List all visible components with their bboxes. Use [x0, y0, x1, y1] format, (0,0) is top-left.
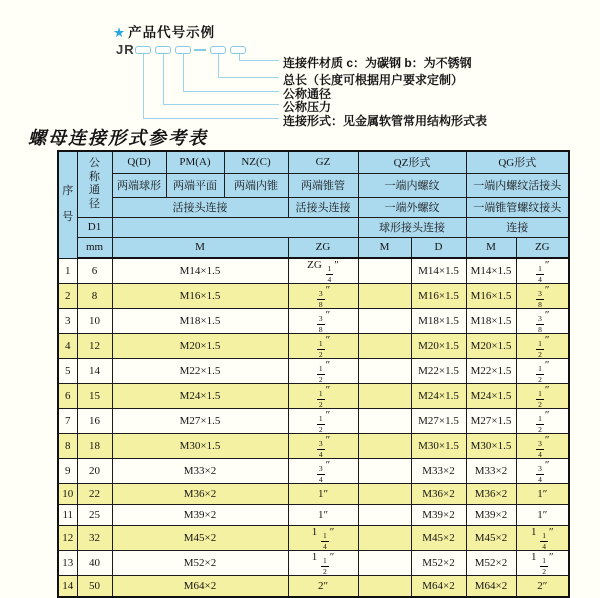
- cell-m: M45×2: [112, 526, 288, 551]
- cell-qg_m: M27×1.5: [466, 409, 516, 434]
- cell-qg_m: M36×2: [466, 484, 516, 505]
- fraction: $\frac{3}{8}$: [318, 289, 323, 309]
- table-row: [58, 484, 569, 505]
- fraction: $\frac{3}{8}$: [318, 314, 323, 334]
- cell-dn: 6: [77, 258, 112, 284]
- cell-dn: 8: [77, 284, 112, 309]
- cell-qz_m: [358, 284, 411, 309]
- header-qg-connection: 连接: [466, 217, 569, 237]
- cell-dn: 22: [77, 484, 112, 505]
- cell-qz_m: [358, 409, 411, 434]
- cell-qz_d: M24×1.5: [411, 384, 466, 409]
- fraction: $\frac{3}{4}$: [318, 439, 323, 459]
- cell-qz_m: [358, 505, 411, 526]
- fraction: $\frac{1}{2}$: [538, 389, 542, 409]
- label-length: 总长（长度可根据用户要求定制）: [283, 73, 464, 87]
- product-code-heading-text: 产品代号示例: [128, 25, 216, 40]
- cell-gz: $\frac{1}{2}$ ″: [288, 384, 358, 409]
- cell-m: M33×2: [112, 459, 288, 484]
- cell-m: M52×2: [112, 551, 288, 576]
- header-nz-desc: 两端内锥: [224, 173, 288, 197]
- cell-m: M30×1.5: [112, 434, 288, 459]
- table-row: [58, 258, 569, 284]
- cell-qg_zg: $\frac{1}{2}$ ″: [516, 409, 569, 434]
- cell-gz: 1 $\frac{1}{2}$ ″: [288, 551, 358, 576]
- header-qg-desc2: 一端锥管螺纹接头: [466, 197, 569, 217]
- cell-gz: $\frac{1}{2}$ ″: [288, 409, 358, 434]
- cell-qg_zg: $\frac{3}{4}$ ″: [516, 434, 569, 459]
- table-row: [58, 359, 569, 384]
- table-header: [58, 151, 569, 258]
- cell-no: 10: [58, 484, 77, 505]
- table-row: [58, 309, 569, 334]
- code-dash: [194, 49, 206, 51]
- cell-qz_d: M45×2: [411, 526, 466, 551]
- cell-qg_m: M45×2: [466, 526, 516, 551]
- cell-qg_zg: 1 $\frac{1}{2}$ ″: [516, 551, 569, 576]
- table-body: [58, 258, 569, 597]
- cell-m: M36×2: [112, 484, 288, 505]
- label-diameter: 公称通径: [283, 87, 332, 101]
- cell-dn: 40: [77, 551, 112, 576]
- cell-dn: 12: [77, 334, 112, 359]
- star-icon: ★: [113, 25, 127, 40]
- cell-qz_m: [358, 384, 411, 409]
- cell-no: 14: [58, 576, 77, 597]
- label-connection-form: 连接形式：见金属软管常用结构形式表: [283, 114, 488, 128]
- cell-dn: 18: [77, 434, 112, 459]
- cell-qg_m: M24×1.5: [466, 384, 516, 409]
- cell-gz: 1″: [288, 484, 358, 505]
- cell-m: M64×2: [112, 576, 288, 597]
- cell-gz: 2″: [288, 576, 358, 597]
- cell-qz_m: [358, 576, 411, 597]
- cell-qg_zg: $\frac{3}{4}$ ″: [516, 459, 569, 484]
- cell-dn: 50: [77, 576, 112, 597]
- header-pm: PM(A): [166, 151, 224, 173]
- cell-qz_d: M64×2: [411, 576, 466, 597]
- cell-qz_m: [358, 526, 411, 551]
- cell-qg_zg: $\frac{1}{4}$ ″: [516, 258, 569, 284]
- cell-qg_m: M64×2: [466, 576, 516, 597]
- cell-qz_d: M36×2: [411, 484, 466, 505]
- fraction: $\frac{1}{4}$: [327, 264, 332, 284]
- fraction: $\frac{1}{2}$: [538, 339, 542, 359]
- cell-qg_m: M14×1.5: [466, 258, 516, 284]
- cell-qz_d: M30×1.5: [411, 434, 466, 459]
- label-material: 连接件材质 c：为碳钢 b：为不锈钢: [283, 56, 472, 70]
- fraction: $\frac{1}{2}$: [318, 364, 323, 384]
- cell-gz: $\frac{1}{2}$ ″: [288, 334, 358, 359]
- cell-m: M39×2: [112, 505, 288, 526]
- header-zg-qg: ZG: [516, 237, 569, 258]
- table-row: [58, 576, 569, 597]
- code-box-1: [135, 46, 151, 54]
- cell-qz_d: M14×1.5: [411, 258, 466, 284]
- cell-qz_d: M18×1.5: [411, 309, 466, 334]
- cell-dn: 32: [77, 526, 112, 551]
- cell-m: M24×1.5: [112, 384, 288, 409]
- code-box-2: [155, 46, 171, 54]
- cell-dn: 20: [77, 459, 112, 484]
- fraction: $\frac{3}{4}$: [538, 439, 542, 459]
- table-row: [58, 526, 569, 551]
- cell-gz: $\frac{3}{4}$ ″: [288, 434, 358, 459]
- cell-no: 2: [58, 284, 77, 309]
- fraction: $\frac{3}{4}$: [318, 464, 323, 484]
- cell-gz: $\frac{3}{8}$ ″: [288, 284, 358, 309]
- table-title: 螺母连接形式参考表: [28, 128, 208, 148]
- cell-qg_m: M33×2: [466, 459, 516, 484]
- header-qg: QG形式: [466, 151, 569, 173]
- cell-qg_zg: 1 $\frac{1}{4}$ ″: [516, 526, 569, 551]
- cell-qg_zg: 1″: [516, 484, 569, 505]
- header-m-qz: M: [358, 237, 411, 258]
- cell-qz_m: [358, 434, 411, 459]
- header-q-desc: 两端球形: [112, 173, 166, 197]
- header-d-qz: D: [411, 237, 466, 258]
- fraction: $\frac{3}{8}$: [538, 289, 542, 309]
- cell-no: 12: [58, 526, 77, 551]
- table-row: [58, 434, 569, 459]
- cell-qg_m: M16×1.5: [466, 284, 516, 309]
- code-box-5: [230, 46, 246, 54]
- header-d1: D1: [77, 217, 112, 237]
- cell-m: M27×1.5: [112, 409, 288, 434]
- cell-dn: 14: [77, 359, 112, 384]
- fraction: $\frac{1}{2}$: [538, 414, 542, 434]
- table-row: [58, 459, 569, 484]
- header-qz-desc2: 一端外螺纹: [358, 197, 466, 217]
- header-m-union: M: [112, 237, 288, 258]
- cell-qz_d: M52×2: [411, 551, 466, 576]
- header-qz-connection: 球形接头连接: [358, 217, 466, 237]
- cell-m: M18×1.5: [112, 309, 288, 334]
- cell-qz_d: M16×1.5: [411, 284, 466, 309]
- cell-no: 9: [58, 459, 77, 484]
- cell-qg_zg: $\frac{3}{8}$ ″: [516, 309, 569, 334]
- cell-qz_m: [358, 551, 411, 576]
- header-gz: GZ: [288, 151, 358, 173]
- cell-qz_d: M22×1.5: [411, 359, 466, 384]
- cell-no: 8: [58, 434, 77, 459]
- cell-m: M20×1.5: [112, 334, 288, 359]
- fraction: $\frac{1}{2}$: [538, 364, 542, 384]
- header-qz: QZ形式: [358, 151, 466, 173]
- cell-no: 13: [58, 551, 77, 576]
- cell-gz: $\frac{3}{4}$ ″: [288, 459, 358, 484]
- cell-qz_d: M33×2: [411, 459, 466, 484]
- fraction: $\frac{1}{2}$: [318, 339, 323, 359]
- cell-no: 1: [58, 258, 77, 284]
- cell-qg_m: M18×1.5: [466, 309, 516, 334]
- code-box-3: [175, 46, 191, 54]
- cell-dn: 10: [77, 309, 112, 334]
- cell-gz: 1″: [288, 505, 358, 526]
- header-qz-desc1: 一端内螺纹: [358, 173, 466, 197]
- header-gz-connection: 活接头连接: [288, 197, 358, 217]
- cell-qg_zg: 1″: [516, 505, 569, 526]
- cell-qg_zg: $\frac{3}{8}$ ″: [516, 284, 569, 309]
- header-qg-desc1: 一端内螺纹活接头: [466, 173, 569, 197]
- header-m-qg: M: [466, 237, 516, 258]
- code-prefix: JR: [116, 42, 135, 57]
- cell-qz_d: M39×2: [411, 505, 466, 526]
- cell-m: M16×1.5: [112, 284, 288, 309]
- code-box-4: [210, 46, 226, 54]
- cell-qz_m: [358, 484, 411, 505]
- cell-m: M14×1.5: [112, 258, 288, 284]
- fraction: $\frac{1}{4}$: [538, 264, 542, 284]
- header-serial: 序号: [58, 151, 77, 258]
- fraction: $\frac{1}{2}$: [322, 556, 327, 576]
- cell-no: 4: [58, 334, 77, 359]
- cell-qg_m: M22×1.5: [466, 359, 516, 384]
- fraction: $\frac{1}{4}$: [542, 531, 546, 551]
- cell-qg_m: M52×2: [466, 551, 516, 576]
- cell-no: 5: [58, 359, 77, 384]
- table-row: [58, 284, 569, 309]
- cell-qz_m: [358, 334, 411, 359]
- cell-qg_m: M39×2: [466, 505, 516, 526]
- connector-line-form: [143, 54, 279, 119]
- table-row: [58, 551, 569, 576]
- fraction: $\frac{1}{2}$: [542, 556, 546, 576]
- cell-no: 7: [58, 409, 77, 434]
- header-zg-gz: ZG: [288, 237, 358, 258]
- table-row: [58, 384, 569, 409]
- cell-no: 3: [58, 309, 77, 334]
- cell-gz: 1 $\frac{1}{4}$ ″: [288, 526, 358, 551]
- cell-dn: 16: [77, 409, 112, 434]
- table-row: [58, 505, 569, 526]
- label-pressure: 公称压力: [283, 100, 332, 114]
- cell-qg_zg: $\frac{1}{2}$ ″: [516, 359, 569, 384]
- cell-qz_d: M27×1.5: [411, 409, 466, 434]
- cell-qz_d: M20×1.5: [411, 334, 466, 359]
- fraction: $\frac{3}{4}$: [538, 464, 542, 484]
- header-unit-mm: mm: [77, 237, 112, 258]
- fraction: $\frac{1}{2}$: [318, 414, 323, 434]
- cell-qz_m: [358, 459, 411, 484]
- header-nz: NZ(C): [224, 151, 288, 173]
- cell-gz: $\frac{3}{8}$ ″: [288, 309, 358, 334]
- cell-qg_m: M20×1.5: [466, 334, 516, 359]
- cell-dn: 15: [77, 384, 112, 409]
- table-row: [58, 409, 569, 434]
- cell-m: M22×1.5: [112, 359, 288, 384]
- cell-gz: $\frac{1}{2}$ ″: [288, 359, 358, 384]
- cell-qg_zg: $\frac{1}{2}$ ″: [516, 334, 569, 359]
- fraction: $\frac{1}{2}$: [318, 389, 323, 409]
- product-code-heading: [113, 21, 215, 41]
- cell-qz_m: [358, 309, 411, 334]
- header-pm-desc: 两端平面: [166, 173, 224, 197]
- table-row: [58, 334, 569, 359]
- fraction: $\frac{1}{4}$: [322, 531, 327, 551]
- header-union-connection: 活接头连接: [112, 197, 288, 217]
- header-empty-cell: [112, 217, 358, 237]
- cell-no: 6: [58, 384, 77, 409]
- cell-qz_m: [358, 258, 411, 284]
- cell-qg_m: M30×1.5: [466, 434, 516, 459]
- cell-no: 11: [58, 505, 77, 526]
- cell-gz: ZG $\frac{1}{4}$ ″: [288, 258, 358, 284]
- header-q: Q(D): [112, 151, 166, 173]
- cell-qg_zg: $\frac{1}{2}$ ″: [516, 384, 569, 409]
- nut-connection-table: [57, 150, 570, 598]
- cell-dn: 25: [77, 505, 112, 526]
- cell-qg_zg: 2″: [516, 576, 569, 597]
- cell-qz_m: [358, 359, 411, 384]
- header-nominal-diameter: 公称通径: [77, 151, 112, 217]
- header-gz-desc: 两端锥管: [288, 173, 358, 197]
- fraction: $\frac{3}{8}$: [538, 314, 542, 334]
